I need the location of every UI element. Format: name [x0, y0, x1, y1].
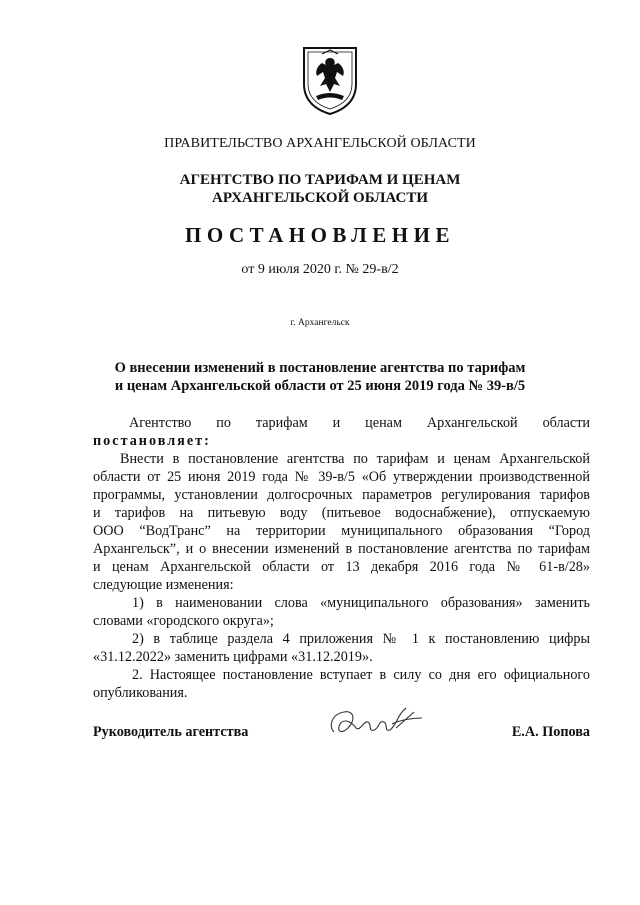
agency-name-line2: АРХАНГЕЛЬСКОЙ ОБЛАСТИ [212, 190, 428, 206]
agency-name-line1: АГЕНТСТВО ПО ТАРИФАМ И ЦЕНАМ [179, 172, 461, 188]
paragraph-line: и тарифов на питьевую воду (питьевое водоснабжение), отпускаемую [93, 505, 590, 521]
paragraph-line: области от 25 июня 2019 года № 39-в/5 «Об утверждении производственной [93, 469, 590, 485]
list-item-2: 2) в таблице раздела 4 приложения № 1 к постановлению цифры [132, 631, 590, 647]
government-name: ПРАВИТЕЛЬСТВО АРХАНГЕЛЬСКОЙ ОБЛАСТИ [164, 136, 476, 151]
signer-name: Е.А. Попова [511, 724, 590, 740]
list-item-1: 1) в наименовании слова «муниципального образования» заменить [132, 595, 590, 611]
document-title-line1: О внесении изменений в постановление агентства по тарифам [114, 360, 526, 376]
paragraph-line: следующие изменения: [93, 577, 234, 593]
document-date-number: от 9 июля 2020 г. № 29-в/2 [241, 262, 399, 277]
document-type: ПОСТАНОВЛЕНИЕ [185, 223, 455, 247]
handwritten-signature [326, 702, 426, 742]
agency-line: Агентство по тарифам и ценам Архангельской области [129, 415, 590, 431]
paragraph-2-cont: опубликования. [93, 685, 188, 701]
coat-of-arms-icon [300, 44, 360, 116]
paragraph-line: программы, установлении долгосрочных параметров регулирования тарифов [93, 487, 590, 503]
city: г. Архангельск [290, 318, 350, 328]
list-item-2-cont: «31.12.2022» заменить цифрами «31.12.2019». [93, 649, 373, 665]
paragraph-2: 2. Настоящее постановление вступает в силу со дня его официального [132, 667, 590, 683]
signer-role: Руководитель агентства [93, 724, 249, 740]
resolves-label: постановляет: [93, 433, 211, 449]
list-item-1-cont: словами «городского округа»; [93, 613, 274, 629]
paragraph-1-first-line: Внести в постановление агентства по тарифам и ценам Архангельской [120, 451, 590, 467]
paragraph-1 [93, 468, 590, 594]
document-title-line2: и ценам Архангельской области от 25 июня 2019 года № 39-в/5 [114, 378, 526, 394]
paragraph-line: и ценам Архангельской области от 13 декабря 2016 года № 61-в/28» [93, 559, 590, 575]
paragraph-line: Архангельск”, и о внесении изменений в постановление агентства по тарифам [93, 541, 590, 557]
paragraph-line: ООО “ВодТранс” на территории муниципального образования “Город [93, 523, 590, 539]
